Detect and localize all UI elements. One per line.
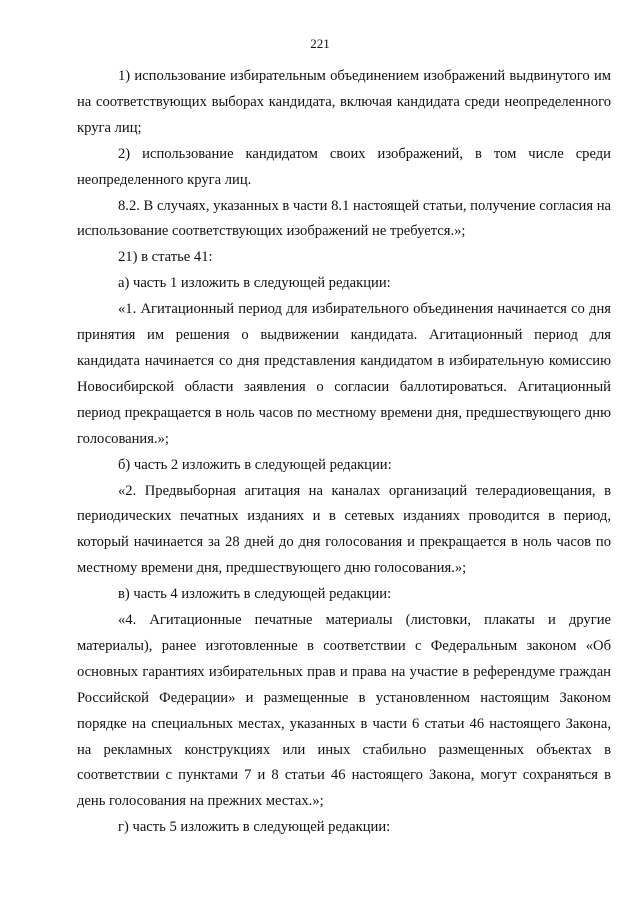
paragraph: 1) использование избирательным объединением изображений выдвинутого им на соответствующих выборах кандидата, включая кандидата среди неопределенного круга лиц; — [77, 68, 611, 136]
paragraph: 21) в статье 41: — [118, 249, 213, 266]
paragraph: «2. Предвыборная агитация на каналах организаций телерадиовещания, в периодических печатных изданиях и в сетевых изданиях проводится в период, который начинается за 28 дней до дня голосования и прекращается в ноль часов по местному времени дня, предшествующего дню голосования.»; — [77, 482, 611, 577]
paragraph: б) часть 2 изложить в следующей редакции: — [118, 456, 392, 473]
document-body — [77, 64, 611, 841]
paragraph: «1. Агитационный период для избирательного объединения начинается со дня принятия им решения о выдвижении кандидата. Агитационный период для кандидата начинается со дня представления кандидатом в избирательную комиссию Новосибирской области заявления о согласии баллотироваться. Агитационный период прекращается в ноль часов по местному времени дня, предшествующего дню голосования.»; — [77, 301, 611, 447]
paragraph: «4. Агитационные печатные материалы (листовки, плакаты и другие материалы), ранее изготовленные в соответствии с Федеральным законом «Об основных гарантиях избирательных прав и права на участие в референдуме граждан Российской Федерации» и размещенные в установленном настоящим Законом порядке на специальных местах, указанных в части 6 статьи 46 настоящего Закона, на рекламных конструкциях или иных стабильно размещенных объектах в соответствии с пунктами 7 и 8 статьи 46 настоящего Закона, могут сохраняться в день голосования на прежних местах.»; — [77, 612, 611, 810]
paragraph: 8.2. В случаях, указанных в части 8.1 настоящей статьи, получение согласия на использование соответствующих изображений не требуется.»; — [77, 197, 611, 240]
paragraph: в) часть 4 изложить в следующей редакции: — [118, 586, 392, 603]
page-number: 221 — [310, 36, 330, 51]
paragraph: 2) использование кандидатом своих изображений, в том числе среди неопределенного круга лиц. — [77, 145, 611, 188]
paragraph: г) часть 5 изложить в следующей редакции: — [118, 819, 391, 836]
paragraph: а) часть 1 изложить в следующей редакции: — [118, 275, 391, 292]
